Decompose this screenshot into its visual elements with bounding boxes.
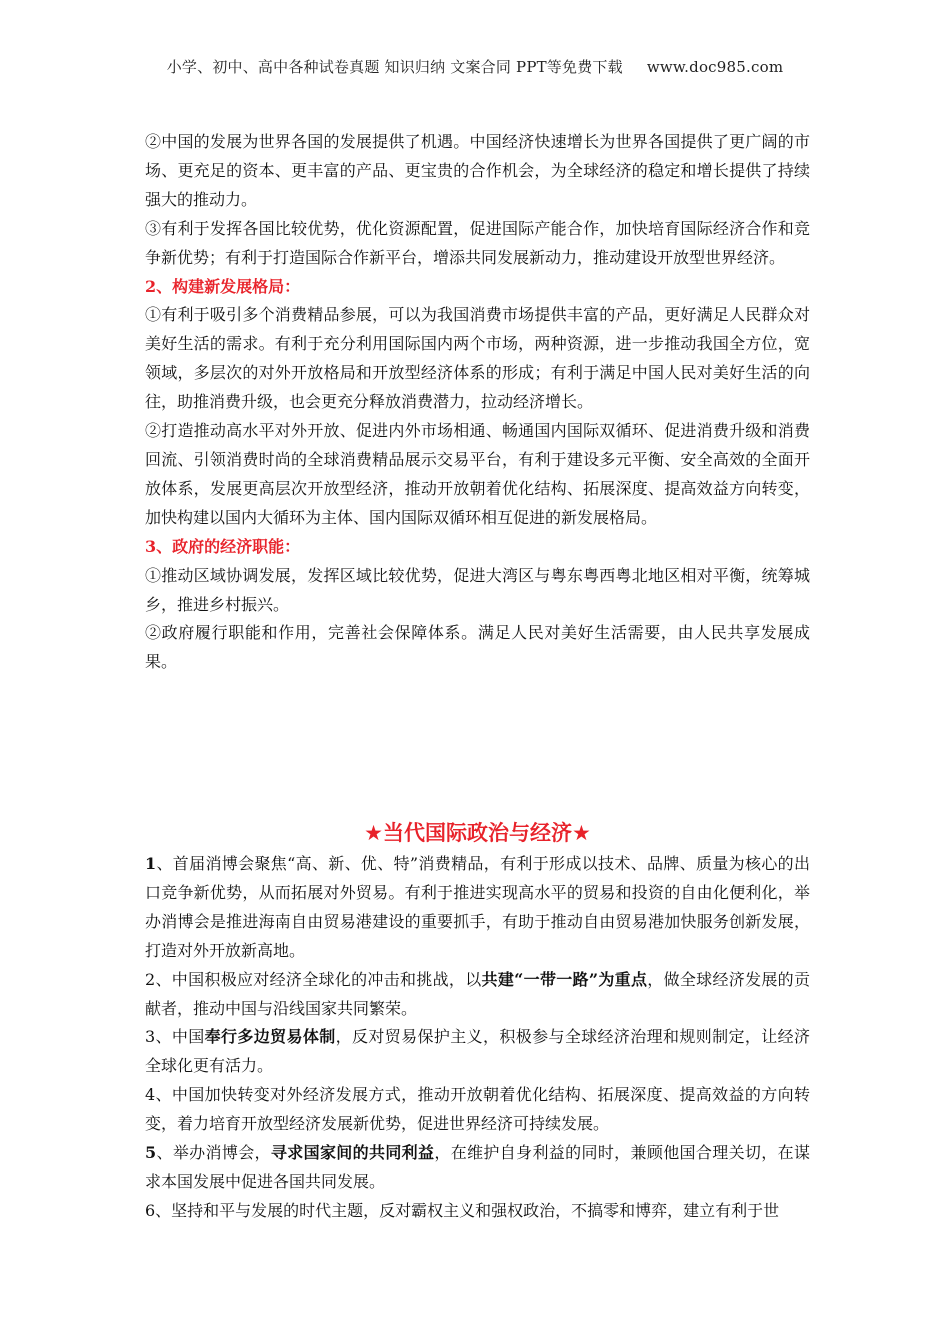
item-text: 、举办消博会， — [156, 1143, 271, 1163]
list-item: 4、中国加快转变对外经济发展方式，推动开放朝着优化结构、拓展深度、提高效益的方向转变，着力培育开放型经济发展新优势，促进世界经济可持续发展。 — [145, 1085, 810, 1134]
paragraph: ②政府履行职能和作用，完善社会保障体系。满足人民对美好生活需要，由人民共享发展成果。 — [145, 623, 810, 672]
item-emphasis: 寻求国家间的共同利益 — [270, 1143, 435, 1163]
item-number: 5 — [145, 1143, 157, 1163]
section-heading: 2、构建新发展格局： — [145, 276, 301, 296]
item-emphasis: 奉行多边贸易体制 — [204, 1027, 336, 1047]
item-emphasis: 共建“一带一路”为重点 — [481, 969, 648, 989]
header-url[interactable]: www.doc985.com — [646, 58, 784, 76]
item-text: ，做全球经济发展的贡献者，推动中国与沿线国家共同繁荣。 — [145, 969, 810, 1018]
item-text: 2、中国积极应对经济全球化的冲击和挑战，以 — [145, 969, 482, 989]
header-text: 小学、初中、高中各种试卷真题 知识归纳 文案合同 PPT等免费下载 — [166, 58, 623, 76]
title-text: 当代国际政治与经济 — [383, 821, 572, 845]
page-title — [145, 818, 810, 848]
item-number: 1 — [145, 854, 157, 873]
star-icon: ★ — [572, 821, 591, 845]
item-text: ，反对贸易保护主义，积极参与全球经济治理和规则制定，让经济全球化更有活力。 — [145, 1027, 810, 1076]
paragraph: ②打造推动高水平对外开放、促进内外市场相通、畅通国内国际双循环、促进消费升级和消费回流、引领消费时尚的全球消费精品展示交易平台，有利于建设多元平衡、安全高效的全面开放体系，发展更高层次开放型经济，推动开放朝着优化结构、拓展深度、提高效益方向转变，加快构建以国内大循环为主体、国内国际双循环相互促进的新发展格局。 — [145, 421, 810, 527]
list-item: 6、坚持和平与发展的时代主题，反对霸权主义和强权政治，不搞零和博弈，建立有利于世 — [145, 1200, 780, 1220]
item-text: 、首届消博会聚焦“高、新、优、特”消费精品，有利于形成以技术、品牌、质量为核心的出口竞争新优势，从而拓展对外贸易。有利于推进实现高水平的贸易和投资的自由化便利化，举办消博会是推进海南自由贸易港建设的重要抓手，有助于推动自由贸易港加快服务创新发展，打造对外开放新高地。 — [145, 854, 810, 960]
item-text: 3、中国 — [145, 1027, 205, 1047]
item-text: ，在维护自身利益的同时，兼顾他国合理关切，在谋求本国发展中促进各国共同发展。 — [145, 1143, 810, 1191]
paragraph: ③有利于发挥各国比较优势，优化资源配置，促进国际产能合作，加快培育国际经济合作和竞争新优势；有利于打造国际合作新平台，增添共同发展新动力，推动建设开放型世界经济。 — [145, 218, 810, 267]
paragraph: ①推动区域协调发展，发挥区域比较优势，促进大湾区与粤东粤西粤北地区相对平衡，统筹城乡，推进乡村振兴。 — [145, 565, 810, 614]
section-international-politics — [145, 818, 810, 1226]
page-header — [0, 56, 950, 77]
list-item — [145, 1139, 810, 1197]
list-item — [145, 1023, 810, 1081]
list-item — [145, 966, 810, 1024]
list-item — [145, 850, 810, 966]
section-heading: 3、政府的经济职能： — [145, 536, 301, 556]
paragraph: ①有利于吸引多个消费精品参展，可以为我国消费市场提供丰富的产品，更好满足人民群众对美好生活的需求。有利于充分利用国际国内两个市场，两种资源，进一步推动我国全方位，宽领域，多层次的对外开放格局和开放型经济体系的形成；有利于满足中国人民对美好生活的向往，助推消费升级，也会更充分释放消费潜力，拉动经济增长。 — [145, 305, 810, 412]
star-icon: ★ — [364, 821, 383, 845]
paragraph: ②中国的发展为世界各国的发展提供了机遇。中国经济快速增长为世界各国提供了更广阔的市场、更充足的资本、更丰富的产品、更宝贵的合作机会，为全球经济的稳定和增长提供了持续强大的推动力。 — [145, 132, 810, 209]
section-economic-life — [145, 128, 810, 677]
